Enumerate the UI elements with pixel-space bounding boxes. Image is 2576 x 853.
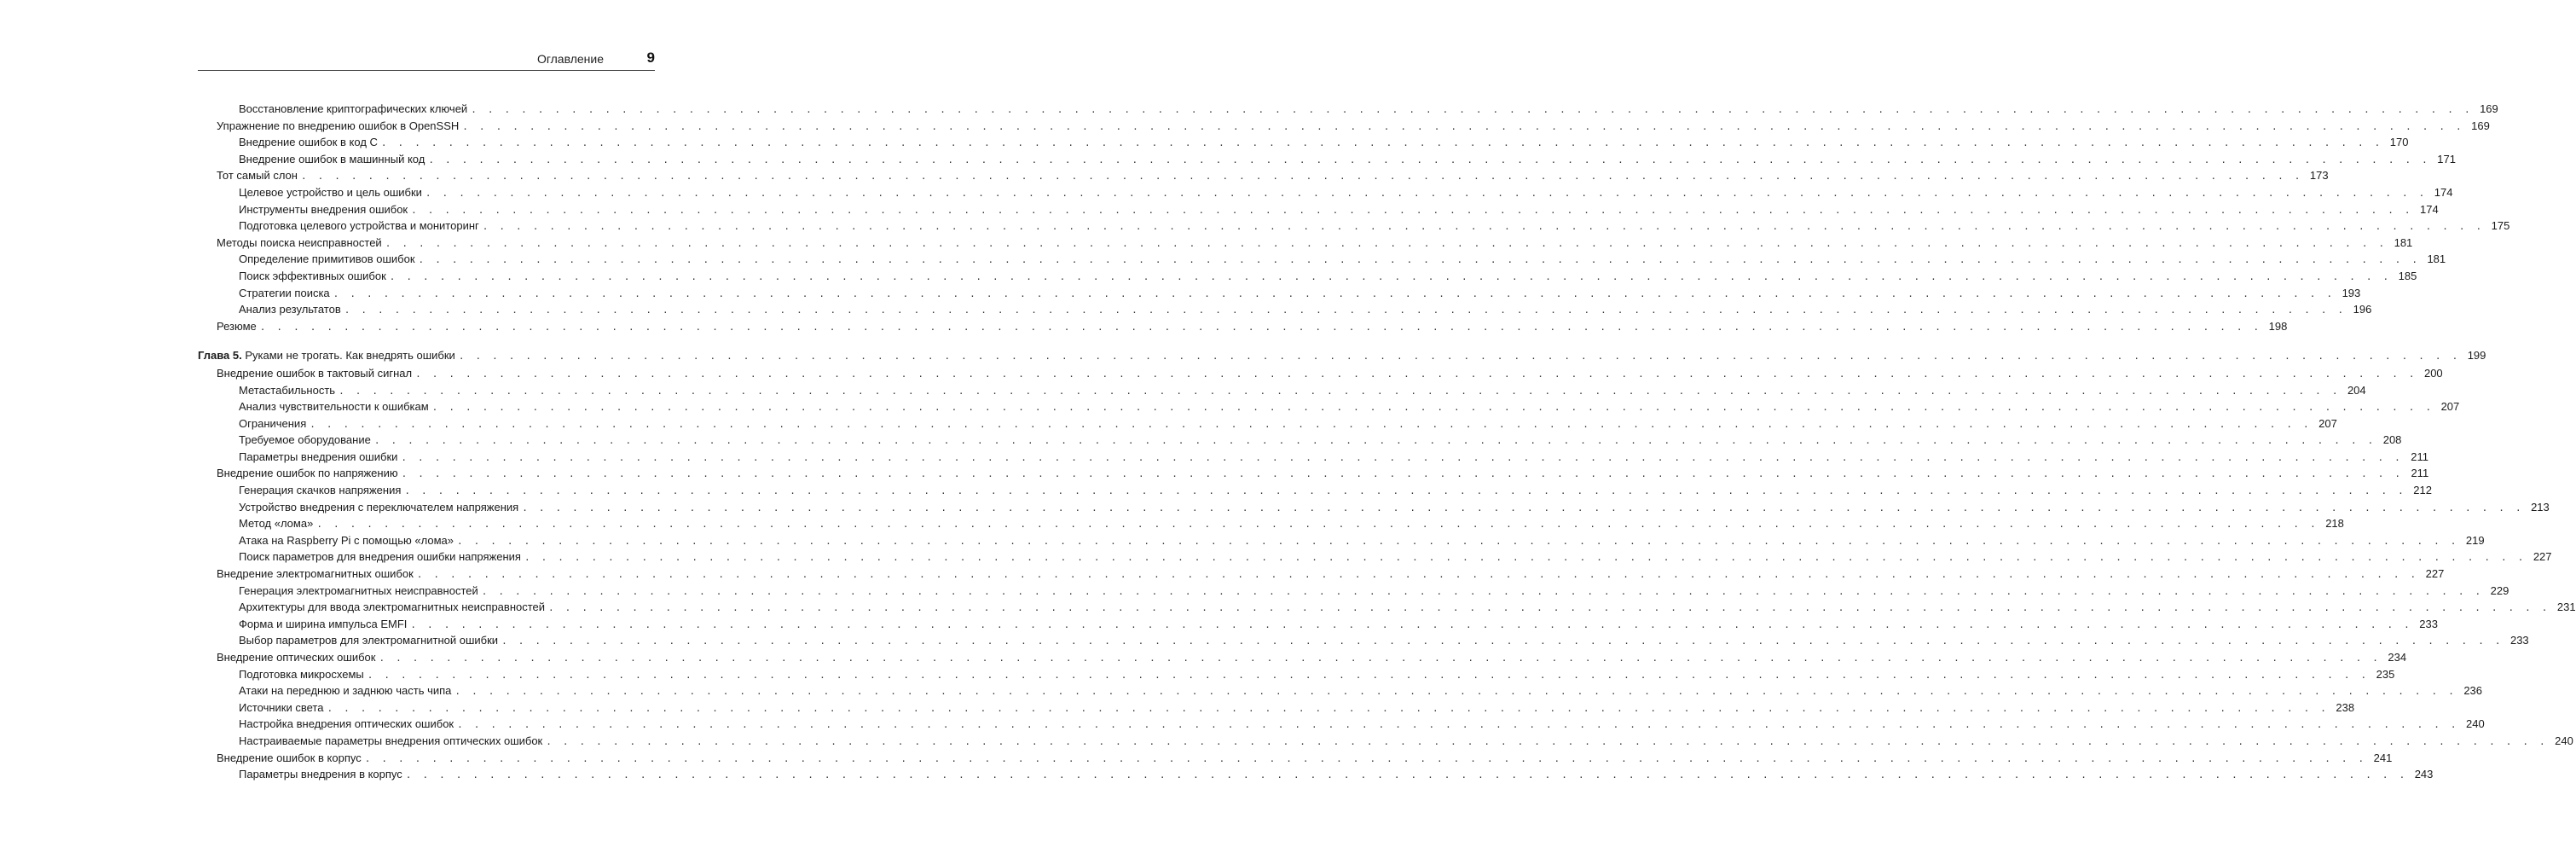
dot-leader: . . . . . . . . . . . . . . . . . . . . . . . . . . . . . . . . . . . . . . . . . . . . . . . . . . . . . . . . . . . . . . . . . . . . . . . . . . . . . . . . . . . . . . . . . . . . . . . . . . . . . . . . . . . . . . . . . . . . . . . . bbox=[431, 402, 2434, 414]
toc-entry-title bbox=[239, 301, 344, 318]
toc-section-entry[interactable] bbox=[198, 750, 2393, 767]
dot-leader: . . . . . . . . . . . . . . . . . . . . . . . . . . . . . . . . . . . . . . . . . . . . . . . . . . . . . . . . . . . . . . . . . . . . . . . . . . . . . . . . . . . . . . . . . . . . . . . . . . . . . . . . . . . . . . . . . . . . . . . . bbox=[259, 321, 2262, 333]
toc-entry-text: Внедрение электромагнитных ошибок bbox=[217, 567, 414, 581]
dot-leader: . . . . . . . . . . . . . . . . . . . . . . . . . . . . . . . . . . . . . . . . . . . . . . . . . . . . . . . . . . . . . . . . . . . . . . . . . . . . . . . . . . . . . . . . . . . . . . . . . . . . . . . . . . . . . . . . . . . . . . . . bbox=[546, 735, 2548, 747]
toc-entry-title bbox=[239, 432, 374, 449]
toc-entry-page: 171 bbox=[2437, 152, 2456, 165]
toc-entry-page: 196 bbox=[2353, 303, 2372, 316]
dot-leader: . . . . . . . . . . . . . . . . . . . . . . . . . . . . . . . . . . . . . . . . . . . . . . . . . . . . . . . . . . . . . . . . . . . . . . . . . . . . . . . . . . . . . . . . . . . . . . . . . . . . . . . . . . . . . . . . . . . . . . . . bbox=[364, 752, 2367, 764]
toc-entry-text: Внедрение ошибок по напряжению bbox=[217, 467, 398, 480]
toc-entry-title bbox=[239, 382, 339, 399]
toc-entry-page: 238 bbox=[2336, 700, 2355, 714]
running-header-title: Оглавление bbox=[536, 52, 604, 66]
toc-entry-text: Внедрение ошибок в код C bbox=[239, 136, 378, 149]
toc-entry-page: 181 bbox=[2394, 235, 2413, 249]
toc-entry-text: Параметры внедрения в корпус bbox=[239, 768, 402, 781]
toc-entry-text: Генерация электромагнитных неисправностей bbox=[239, 583, 478, 597]
toc-entry-page: 169 bbox=[2471, 119, 2490, 132]
toc-subsection-entry[interactable] bbox=[198, 151, 2456, 168]
toc-entry-text: Внедрение ошибок в корпус bbox=[217, 751, 362, 764]
toc-subsection-entry[interactable] bbox=[198, 583, 2509, 600]
dot-leader: . . . . . . . . . . . . . . . . . . . . . . . . . . . . . . . . . . . . . . . . . . . . . . . . . . . . . . . . . . . . . . . . . . . . . . . . . . . . . . . . . . . . . . . . . . . . . . . . . . . . . . . . . . . . . . . . . . . . . . . . bbox=[367, 669, 2370, 681]
toc-subsection-entry[interactable] bbox=[198, 449, 2428, 466]
toc-entry-title bbox=[217, 649, 379, 666]
toc-entry-text: Форма и ширина импульса EMFI bbox=[239, 617, 408, 630]
toc-subsection-entry[interactable] bbox=[198, 218, 2510, 235]
dot-leader: . . . . . . . . . . . . . . . . . . . . . . . . . . . . . . . . . . . . . . . . . . . . . . . . . . . . . . . . . . . . . . . . . . . . . . . . . . . . . . . . . . . . . . . . . . . . . . . . . . . . . . . . . . . . . . . . . . . . . . . . bbox=[522, 502, 2524, 514]
toc-entry-text: Источники света bbox=[239, 700, 324, 714]
dot-leader: . . . . . . . . . . . . . . . . . . . . . . . . . . . . . . . . . . . . . . . . . . . . . . . . . . . . . . . . . . . . . . . . . . . . . . . . . . . . . . . . . . . . . . . . . . . . . . . . . . . . . . . . . . . . . . . . . . . . . . . . bbox=[418, 254, 2421, 266]
toc-entry-page: 235 bbox=[2376, 667, 2395, 681]
toc-subsection-entry[interactable] bbox=[198, 301, 2372, 318]
toc-entry-title bbox=[239, 583, 482, 600]
dot-leader: . . . . . . . . . . . . . . . . . . . . . . . . . . . . . . . . . . . . . . . . . . . . . . . . . . . . . . . . . . . . . . . . . . . . . . . . . . . . . . . . . . . . . . . . . . . . . . . . . . . . . . . . . . . . . . . . . . . . . . . . bbox=[425, 187, 2428, 199]
dot-leader: . . . . . . . . . . . . . . . . . . . . . . . . . . . . . . . . . . . . . . . . . . . . . . . . . . . . . . . . . . . . . . . . . . . . . . . . . . . . . . . . . . . . . . . . . . . . . . . . . . . . . . . . . . . . . . . . . . . . . . . . bbox=[482, 221, 2485, 233]
toc-entry-text: Целевое устройство и цель ошибки bbox=[239, 185, 422, 199]
toc-entry-title bbox=[239, 482, 404, 499]
toc-subsection-entry[interactable] bbox=[198, 599, 2576, 616]
toc-section-entry[interactable] bbox=[198, 365, 2443, 382]
toc-entry-page: 218 bbox=[2325, 517, 2344, 531]
toc-entry-text: Требуемое оборудование bbox=[239, 433, 371, 447]
toc-entry-page: 243 bbox=[2414, 768, 2434, 781]
toc-entry-text: Внедрение оптических ошибок bbox=[217, 651, 376, 664]
toc-subsection-entry[interactable] bbox=[198, 268, 2417, 285]
toc-entry-text: Устройство внедрения с переключателем напряжения bbox=[239, 500, 519, 514]
toc-entry-title bbox=[217, 750, 365, 767]
dot-leader: . . . . . . . . . . . . . . . . . . . . . . . . . . . . . . . . . . . . . . . . . . . . . . . . . . . . . . . . . . . . . . . . . . . . . . . . . . . . . . . . . . . . . . . . . . . . . . . . . . . . . . . . . . . . . . . . . . . . . . . . bbox=[379, 653, 2382, 664]
toc-entry-text: Ограничения bbox=[239, 416, 307, 430]
dot-leader: . . . . . . . . . . . . . . . . . . . . . . . . . . . . . . . . . . . . . . . . . . . . . . . . . . . . . . . . . . . . . . . . . . . . . . . . . . . . . . . . . . . . . . . . . . . . . . . . . . . . . . . . . . . . . . . . . . . . . . . . bbox=[454, 686, 2457, 698]
toc-entry-title bbox=[239, 201, 411, 218]
dot-leader: . . . . . . . . . . . . . . . . . . . . . . . . . . . . . . . . . . . . . . . . . . . . . . . . . . . . . . . . . . . . . . . . . . . . . . . . . . . . . . . . . . . . . . . . . . . . . . . . . . . . . . . . . . . . . . . . . . . . . . . . bbox=[481, 585, 2484, 597]
toc-subsection-entry[interactable] bbox=[198, 285, 2361, 302]
toc-subsection-entry[interactable] bbox=[198, 201, 2439, 218]
toc-entry-page: 174 bbox=[2434, 185, 2453, 199]
toc-entry-title bbox=[239, 151, 428, 168]
toc-entry-page: 200 bbox=[2423, 366, 2443, 380]
toc-entry-title bbox=[239, 101, 471, 118]
toc-entry-page: 219 bbox=[2465, 533, 2485, 547]
toc-entry-text: Метод «лома» bbox=[239, 517, 314, 531]
dot-leader: . . . . . . . . . . . . . . . . . . . . . . . . . . . . . . . . . . . . . . . . . . . . . . . . . . . . . . . . . . . . . . . . . . . . . . . . . . . . . . . . . . . . . . . . . . . . . . . . . . . . . . . . . . . . . . . . . . . . . . . . bbox=[524, 552, 2527, 564]
toc-entry-title bbox=[217, 167, 301, 184]
toc-entry-page: 199 bbox=[2467, 349, 2486, 363]
toc-entry-page: 193 bbox=[2342, 286, 2361, 299]
toc-subsection-entry[interactable] bbox=[198, 134, 2409, 151]
toc-entry-page: 233 bbox=[2509, 634, 2529, 647]
toc-entry-title bbox=[239, 632, 501, 649]
dot-leader: . . . . . . . . . . . . . . . . . . . . . . . . . . . . . . . . . . . . . . . . . . . . . . . . . . . . . . . . . . . . . . . . . . . . . . . . . . . . . . . . . . . . . . . . . . . . . . . . . . . . . . . . . . . . . . . . . . . . . . . . bbox=[316, 519, 2318, 531]
toc-subsection-entry[interactable] bbox=[198, 415, 2337, 432]
toc-subsection-entry[interactable] bbox=[198, 699, 2355, 717]
toc-section-entry[interactable] bbox=[198, 167, 2329, 184]
toc-entry-page: 213 bbox=[2531, 500, 2550, 514]
toc-entry-text: Определение примитивов ошибок bbox=[239, 252, 415, 266]
toc-entry-title bbox=[239, 515, 316, 532]
toc-entry-page: 207 bbox=[2318, 416, 2337, 430]
toc-entry-page: 236 bbox=[2463, 684, 2483, 698]
toc-entry-page: 241 bbox=[2373, 751, 2393, 764]
toc-entry-title bbox=[239, 415, 310, 432]
toc-entry-text: Анализ результатов bbox=[239, 303, 341, 316]
dot-leader: . . . . . . . . . . . . . . . . . . . . . . . . . . . . . . . . . . . . . . . . . . . . . . . . . . . . . . . . . . . . . . . . . . . . . . . . . . . . . . . . . . . . . . . . . . . . . . . . . . . . . . . . . . . . . . . . . . . . . . . . bbox=[401, 451, 2403, 463]
dot-leader: . . . . . . . . . . . . . . . . . . . . . . . . . . . . . . . . . . . . . . . . . . . . . . . . . . . . . . . . . . . . . . . . . . . . . . . . . . . . . . . . . . . . . . . . . . . . . . . . . . . . . . . . . . . . . . . . . . . . . . . . bbox=[405, 769, 2408, 781]
dot-leader: . . . . . . . . . . . . . . . . . . . . . . . . . . . . . . . . . . . . . . . . . . . . . . . . . . . . . . . . . . . . . . . . . . . . . . . . . . . . . . . . . . . . . . . . . . . . . . . . . . . . . . . . . . . . . . . . . . . . . . . . bbox=[385, 237, 2388, 249]
dot-leader: . . . . . . . . . . . . . . . . . . . . . . . . . . . . . . . . . . . . . . . . . . . . . . . . . . . . . . . . . . . . . . . . . . . . . . . . . . . . . . . . . . . . . . . . . . . . . . . . . . . . . . . . . . . . . . . . . . . . . . . . bbox=[380, 137, 2383, 149]
toc-entry-text: Атака на Raspberry Pi с помощью «лома» bbox=[239, 533, 454, 547]
toc-entry-title bbox=[217, 235, 385, 252]
toc-entry-title bbox=[239, 449, 401, 466]
dot-leader: . . . . . . . . . . . . . . . . . . . . . . . . . . . . . . . . . . . . . . . . . . . . . . . . . . . . . . . . . . . . . . . . . . . . . . . . . . . . . . . . . . . . . . . . . . . . . . . . . . . . . . . . . . . . . . . . . . . . . . . . bbox=[411, 204, 2413, 216]
toc-subsection-entry[interactable] bbox=[198, 482, 2432, 499]
toc-entry-title bbox=[239, 699, 327, 717]
toc-entry-text: Параметры внедрения ошибки bbox=[239, 450, 398, 463]
toc-entry-title bbox=[239, 218, 483, 235]
toc-entry-title bbox=[217, 118, 462, 135]
toc-chapter-entry[interactable] bbox=[198, 347, 2486, 364]
toc-section-entry[interactable] bbox=[198, 649, 2407, 666]
dot-leader: . . . . . . . . . . . . . . . . . . . . . . . . . . . . . . . . . . . . . . . . . . . . . . . . . . . . . . . . . . . . . . . . . . . . . . . . . . . . . . . . . . . . . . . . . . . . . . . . . . . . . . . . . . . . . . . . . . . . . . . . bbox=[401, 468, 2404, 480]
table-of-contents bbox=[198, 101, 2576, 783]
dot-leader: . . . . . . . . . . . . . . . . . . . . . . . . . . . . . . . . . . . . . . . . . . . . . . . . . . . . . . . . . . . . . . . . . . . . . . . . . . . . . . . . . . . . . . . . . . . . . . . . . . . . . . . . . . . . . . . . . . . . . . . . bbox=[457, 719, 2459, 731]
toc-subsection-entry[interactable] bbox=[198, 515, 2344, 532]
toc-entry-title bbox=[239, 134, 381, 151]
toc-entry-title bbox=[239, 285, 333, 302]
toc-entry-text: Тот самый слон bbox=[217, 169, 298, 183]
dot-leader: . . . . . . . . . . . . . . . . . . . . . . . . . . . . . . . . . . . . . . . . . . . . . . . . . . . . . . . . . . . . . . . . . . . . . . . . . . . . . . . . . . . . . . . . . . . . . . . . . . . . . . . . . . . . . . . . . . . . . . . . bbox=[416, 569, 2419, 581]
toc-subsection-entry[interactable] bbox=[198, 682, 2483, 699]
toc-subsection-entry[interactable] bbox=[198, 632, 2529, 649]
toc-entry-page: 240 bbox=[2466, 717, 2485, 731]
toc-entry-text: Выбор параметров для электромагнитной ошибки bbox=[239, 634, 499, 647]
toc-entry-page: 229 bbox=[2490, 583, 2509, 597]
toc-section-entry[interactable] bbox=[198, 118, 2490, 135]
toc-entry-title bbox=[239, 398, 432, 415]
toc-entry-page: 185 bbox=[2398, 269, 2417, 282]
toc-entry-title bbox=[239, 548, 524, 566]
toc-entry-text: Архитектуры для ввода электромагнитных неисправностей bbox=[239, 601, 546, 614]
toc-subsection-entry[interactable] bbox=[198, 666, 2395, 683]
toc-entry-text: Руками не трогать. Как внедрять ошибки bbox=[245, 349, 455, 363]
toc-entry-text: Упражнение по внедрению ошибок в OpenSSH bbox=[217, 119, 460, 132]
toc-entry-text: Подготовка целевого устройства и мониторинг bbox=[239, 219, 479, 233]
toc-entry-text: Подготовка микросхемы bbox=[239, 667, 364, 681]
toc-entry-title bbox=[217, 318, 260, 335]
toc-section-entry[interactable] bbox=[198, 465, 2429, 482]
toc-entry-page: 175 bbox=[2491, 219, 2510, 233]
toc-entry-page: 208 bbox=[2382, 433, 2402, 447]
page-header bbox=[198, 49, 655, 71]
dot-leader: . . . . . . . . . . . . . . . . . . . . . . . . . . . . . . . . . . . . . . . . . . . . . . . . . . . . . . . . . . . . . . . . . . . . . . . . . . . . . . . . . . . . . . . . . . . . . . . . . . . . . . . . . . . . . . . . . . . . . . . . bbox=[410, 618, 2412, 630]
toc-subsection-entry[interactable] bbox=[198, 766, 2434, 783]
toc-entry-title bbox=[217, 365, 415, 382]
toc-entry-text: Внедрение ошибок в тактовый сигнал bbox=[217, 366, 413, 380]
toc-entry-page: 227 bbox=[2533, 550, 2552, 564]
toc-subsection-entry[interactable] bbox=[198, 733, 2573, 750]
toc-entry-page: 211 bbox=[2411, 450, 2428, 463]
page-number: 9 bbox=[646, 49, 655, 66]
dot-leader: . . . . . . . . . . . . . . . . . . . . . . . . . . . . . . . . . . . . . . . . . . . . . . . . . . . . . . . . . . . . . . . . . . . . . . . . . . . . . . . . . . . . . . . . . . . . . . . . . . . . . . . . . . . . . . . . . . . . . . . . bbox=[471, 104, 2473, 115]
toc-entry-title bbox=[239, 268, 390, 285]
toc-entry-page: 231 bbox=[2556, 601, 2576, 614]
toc-entry-page: 204 bbox=[2347, 383, 2366, 397]
dot-leader: . . . . . . . . . . . . . . . . . . . . . . . . . . . . . . . . . . . . . . . . . . . . . . . . . . . . . . . . . . . . . . . . . . . . . . . . . . . . . . . . . . . . . . . . . . . . . . . . . . . . . . . . . . . . . . . . . . . . . . . . bbox=[456, 535, 2459, 547]
toc-entry-text: Поиск параметров для внедрения ошибки напряжения bbox=[239, 550, 521, 564]
toc-entry-text: Настраиваемые параметры внедрения оптических ошибок bbox=[239, 734, 543, 747]
toc-subsection-entry[interactable] bbox=[198, 382, 2366, 399]
dot-leader: . . . . . . . . . . . . . . . . . . . . . . . . . . . . . . . . . . . . . . . . . . . . . . . . . . . . . . . . . . . . . . . . . . . . . . . . . . . . . . . . . . . . . . . . . . . . . . . . . . . . . . . . . . . . . . . . . . . . . . . . bbox=[344, 305, 2347, 316]
dot-leader: . . . . . . . . . . . . . . . . . . . . . . . . . . . . . . . . . . . . . . . . . . . . . . . . . . . . . . . . . . . . . . . . . . . . . . . . . . . . . . . . . . . . . . . . . . . . . . . . . . . . . . . . . . . . . . . . . . . . . . . . bbox=[339, 385, 2341, 397]
toc-entry-text: Стратегии поиска bbox=[239, 286, 330, 299]
toc-entry-text: Поиск эффективных ошибок bbox=[239, 269, 386, 282]
dot-leader: . . . . . . . . . . . . . . . . . . . . . . . . . . . . . . . . . . . . . . . . . . . . . . . . . . . . . . . . . . . . . . . . . . . . . . . . . . . . . . . . . . . . . . . . . . . . . . . . . . . . . . . . . . . . . . . . . . . . . . . . bbox=[333, 287, 2336, 299]
toc-entry-text: Метастабильность bbox=[239, 383, 336, 397]
toc-entry-title bbox=[239, 184, 425, 201]
toc-entry-title bbox=[239, 766, 406, 783]
toc-subsection-entry[interactable] bbox=[198, 101, 2498, 118]
dot-leader: . . . . . . . . . . . . . . . . . . . . . . . . . . . . . . . . . . . . . . . . . . . . . . . . . . . . . . . . . . . . . . . . . . . . . . . . . . . . . . . . . . . . . . . . . . . . . . . . . . . . . . . . . . . . . . . . . . . . . . . . bbox=[462, 120, 2464, 132]
toc-entry-page: 212 bbox=[2413, 484, 2432, 497]
toc-subsection-entry[interactable] bbox=[198, 532, 2485, 549]
dot-leader: . . . . . . . . . . . . . . . . . . . . . . . . . . . . . . . . . . . . . . . . . . . . . . . . . . . . . . . . . . . . . . . . . . . . . . . . . . . . . . . . . . . . . . . . . . . . . . . . . . . . . . . . . . . . . . . . . . . . . . . . bbox=[404, 485, 2406, 497]
toc-entry-title bbox=[239, 666, 368, 683]
toc-subsection-entry[interactable] bbox=[198, 616, 2438, 633]
toc-entry-title bbox=[239, 532, 457, 549]
toc-subsection-entry[interactable] bbox=[198, 548, 2552, 566]
toc-entry-text: Восстановление криптографических ключей bbox=[239, 102, 468, 115]
toc-entry-page: 181 bbox=[2427, 252, 2446, 266]
toc-entry-text: Методы поиска неисправностей bbox=[217, 235, 382, 249]
dot-leader: . . . . . . . . . . . . . . . . . . . . . . . . . . . . . . . . . . . . . . . . . . . . . . . . . . . . . . . . . . . . . . . . . . . . . . . . . . . . . . . . . . . . . . . . . . . . . . . . . . . . . . . . . . . . . . . . . . . . . . . . bbox=[458, 351, 2461, 363]
toc-entry-title bbox=[217, 465, 402, 482]
toc-section-entry[interactable] bbox=[198, 235, 2413, 252]
toc-entry-title bbox=[217, 566, 417, 583]
dot-leader: . . . . . . . . . . . . . . . . . . . . . . . . . . . . . . . . . . . . . . . . . . . . . . . . . . . . . . . . . . . . . . . . . . . . . . . . . . . . . . . . . . . . . . . . . . . . . . . . . . . . . . . . . . . . . . . . . . . . . . . . bbox=[373, 435, 2376, 447]
toc-entry-page: 198 bbox=[2268, 319, 2288, 333]
toc-subsection-entry[interactable] bbox=[198, 432, 2402, 449]
toc-entry-text: Атаки на переднюю и заднюю часть чипа bbox=[239, 684, 452, 698]
dot-leader: . . . . . . . . . . . . . . . . . . . . . . . . . . . . . . . . . . . . . . . . . . . . . . . . . . . . . . . . . . . . . . . . . . . . . . . . . . . . . . . . . . . . . . . . . . . . . . . . . . . . . . . . . . . . . . . . . . . . . . . . bbox=[300, 171, 2303, 183]
toc-entry-page: 169 bbox=[2480, 102, 2498, 115]
toc-subsection-entry[interactable] bbox=[198, 499, 2550, 516]
toc-entry-page: 211 bbox=[2411, 467, 2429, 480]
toc-subsection-entry[interactable] bbox=[198, 184, 2453, 201]
dot-leader: . . . . . . . . . . . . . . . . . . . . . . . . . . . . . . . . . . . . . . . . . . . . . . . . . . . . . . . . . . . . . . . . . . . . . . . . . . . . . . . . . . . . . . . . . . . . . . . . . . . . . . . . . . . . . . . . . . . . . . . . bbox=[501, 635, 2504, 647]
toc-entry-text: Генерация скачков напряжения bbox=[239, 484, 402, 497]
toc-entry-page: 173 bbox=[2309, 169, 2329, 183]
toc-entry-page: 170 bbox=[2389, 136, 2409, 149]
toc-entry-text: Инструменты внедрения ошибок bbox=[239, 202, 408, 216]
dot-leader: . . . . . . . . . . . . . . . . . . . . . . . . . . . . . . . . . . . . . . . . . . . . . . . . . . . . . . . . . . . . . . . . . . . . . . . . . . . . . . . . . . . . . . . . . . . . . . . . . . . . . . . . . . . . . . . . . . . . . . . . bbox=[310, 418, 2312, 430]
toc-entry-title bbox=[239, 499, 522, 516]
toc-subsection-entry[interactable] bbox=[198, 716, 2485, 733]
toc-entry-page: 227 bbox=[2425, 567, 2445, 581]
toc-entry-text: Резюме bbox=[217, 319, 257, 333]
toc-entry-page: 234 bbox=[2388, 651, 2407, 664]
dot-leader: . . . . . . . . . . . . . . . . . . . . . . . . . . . . . . . . . . . . . . . . . . . . . . . . . . . . . . . . . . . . . . . . . . . . . . . . . . . . . . . . . . . . . . . . . . . . . . . . . . . . . . . . . . . . . . . . . . . . . . . . bbox=[415, 368, 2417, 380]
toc-subsection-entry[interactable] bbox=[198, 251, 2446, 268]
toc-entry-page: 233 bbox=[2419, 617, 2438, 630]
dot-leader: . . . . . . . . . . . . . . . . . . . . . . . . . . . . . . . . . . . . . . . . . . . . . . . . . . . . . . . . . . . . . . . . . . . . . . . . . . . . . . . . . . . . . . . . . . . . . . . . . . . . . . . . . . . . . . . . . . . . . . . . bbox=[428, 154, 2430, 165]
toc-entry-text: Настройка внедрения оптических ошибок bbox=[239, 717, 454, 731]
toc-section-entry[interactable] bbox=[198, 566, 2445, 583]
toc-entry-title bbox=[198, 347, 459, 364]
toc-entry-title bbox=[239, 599, 548, 616]
dot-leader: . . . . . . . . . . . . . . . . . . . . . . . . . . . . . . . . . . . . . . . . . . . . . . . . . . . . . . . . . . . . . . . . . . . . . . . . . . . . . . . . . . . . . . . . . . . . . . . . . . . . . . . . . . . . . . . . . . . . . . . . bbox=[327, 702, 2330, 714]
dot-leader: . . . . . . . . . . . . . . . . . . . . . . . . . . . . . . . . . . . . . . . . . . . . . . . . . . . . . . . . . . . . . . . . . . . . . . . . . . . . . . . . . . . . . . . . . . . . . . . . . . . . . . . . . . . . . . . . . . . . . . . . bbox=[548, 602, 2550, 614]
toc-section-entry[interactable] bbox=[198, 318, 2288, 335]
toc-subsection-entry[interactable] bbox=[198, 398, 2460, 415]
toc-entry-title bbox=[239, 716, 457, 733]
toc-entry-page: 207 bbox=[2440, 400, 2460, 414]
toc-entry-text: Внедрение ошибок в машинный код bbox=[239, 152, 425, 165]
toc-entry-title bbox=[239, 682, 454, 699]
toc-entry-title bbox=[239, 251, 419, 268]
toc-entry-text: Анализ чувствительности к ошибкам bbox=[239, 400, 429, 414]
chapter-label: Глава 5. bbox=[198, 349, 242, 363]
toc-entry-page: 240 bbox=[2555, 734, 2573, 747]
toc-entry-title bbox=[239, 616, 410, 633]
dot-leader: . . . . . . . . . . . . . . . . . . . . . . . . . . . . . . . . . . . . . . . . . . . . . . . . . . . . . . . . . . . . . . . . . . . . . . . . . . . . . . . . . . . . . . . . . . . . . . . . . . . . . . . . . . . . . . . . . . . . . . . . bbox=[389, 270, 2392, 282]
toc-entry-page: 174 bbox=[2420, 202, 2439, 216]
toc-entry-title bbox=[239, 733, 546, 750]
